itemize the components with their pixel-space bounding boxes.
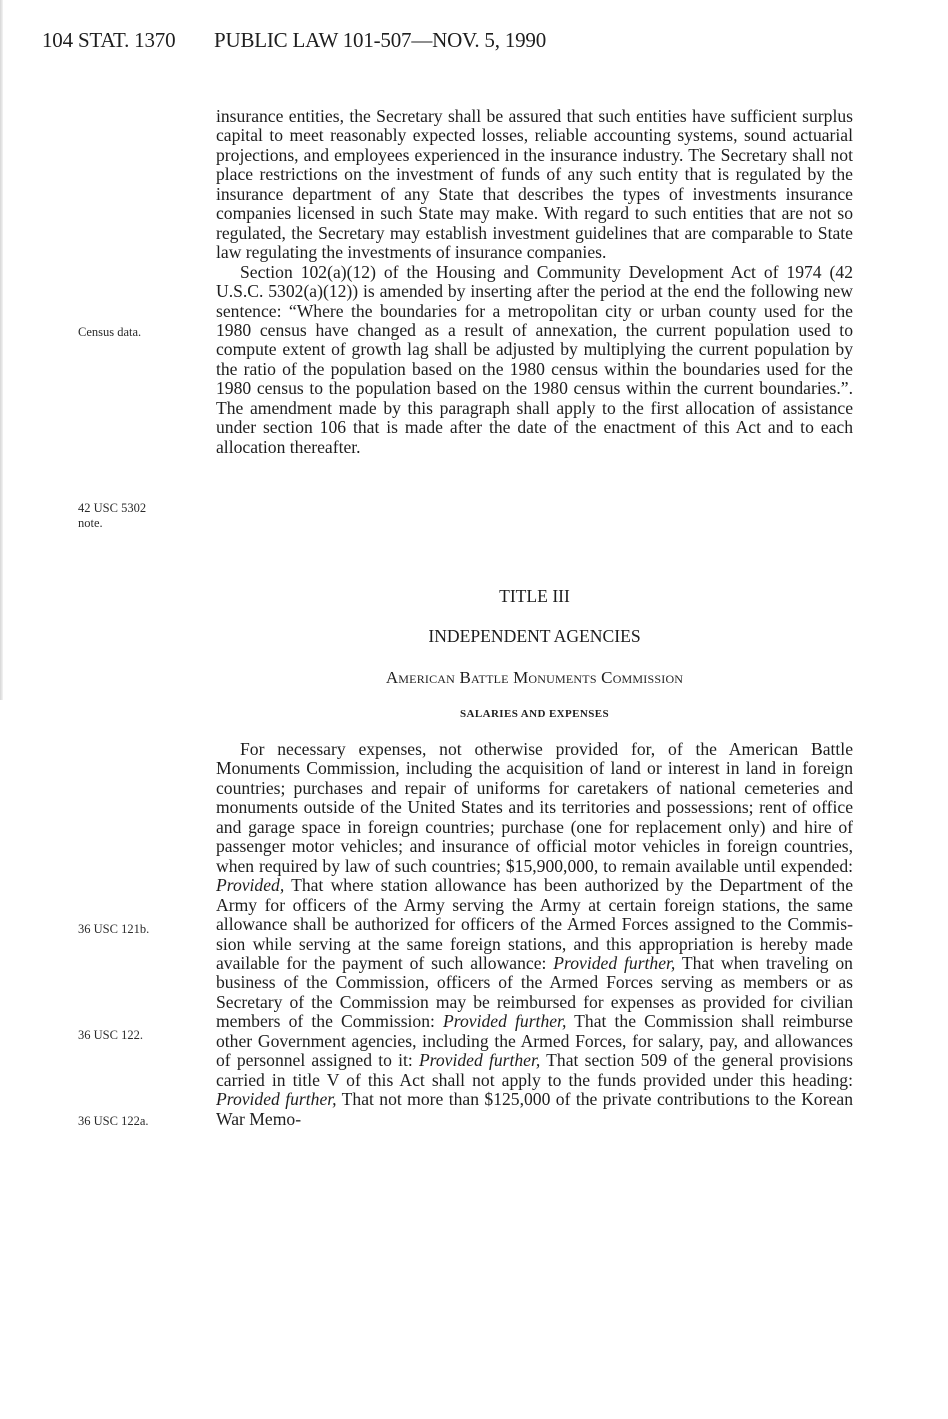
margin-note-36-usc-121b: 36 USC 121b. bbox=[78, 922, 150, 936]
scan-edge-shadow bbox=[0, 0, 3, 700]
text-run: That where station allowance has been authorized by the Department of the Army for officers of the Army serving the Army at certain foreign stations, the same allowance shall be authorized for officers of the Armed Forces assigned to the Commission while serving at the same foreign stations, and this appropriation is hereby made available for the payment of such allowance: bbox=[216, 875, 853, 973]
body-text-commission bbox=[216, 740, 853, 1129]
text-run: For necessary expenses, not otherwise provided for, of the American Battle Monuments Commission, including the acquisition of land or interest in land in foreign countries; purchases and repair of uniforms for caretakers of national cemeteries and monuments outside of the United States and its territories and possessions; rent of office and garage space in foreign countries; purchase (one for replacement only) and hire of passenger motor vehicles; and insurance of official motor vehicles in foreign countries, when required by law of such countries; $15,900,000, to remain available until expended: bbox=[216, 739, 853, 876]
text-run: That section 509 of the general provisions carried in title V of this Act shall not apply to the funds provided under this heading: bbox=[216, 1050, 853, 1090]
italic-proviso: Provided further, bbox=[216, 1089, 337, 1110]
paragraph-census-amendment: Section 102(a)(12) of the Housing and Community Development Act of 1974 (42 U.S.C. 5302(a)(12)) is amended by inserting after the period at the end the following new sentence: “Where the boundaries for a metropolitan city or urban county used for the 1980 census have changed as a result of annexation, the current population used to compute extent of growth lag shall be adjusted by multiplying the current population by the ratio of the population based on the 1980 census within the boundaries used for the 1980 census to the population based on the 1980 census within the current boundaries.”. The amendment made by this paragraph shall apply to the first allocation of assistance under section 106 that is made after the date of the enactment of this Act and to each allocation thereafter. bbox=[216, 261, 853, 457]
italic-proviso: Provided further, bbox=[418, 1050, 541, 1071]
paragraph-commission-expenses bbox=[216, 740, 853, 1129]
commission-heading: American Battle Monuments Commission bbox=[385, 668, 684, 687]
statute-page-number: 104 STAT. 1370 bbox=[42, 28, 176, 52]
margin-note-36-usc-122: 36 USC 122. bbox=[78, 1028, 143, 1042]
law-title: PUBLIC LAW 101-507—NOV. 5, 1990 bbox=[214, 28, 547, 52]
margin-note-line: note. bbox=[78, 516, 103, 530]
agencies-heading: INDEPENDENT AGENCIES bbox=[428, 626, 641, 646]
text-run: That the Commission shall reimburse other Government agencies, including the Armed Forces, for salary, pay, and allowances of personnel assigned to it: bbox=[216, 1011, 853, 1071]
margin-note-36-usc-122a: 36 USC 122a. bbox=[78, 1114, 149, 1128]
margin-note-census: Census data. bbox=[78, 325, 142, 339]
margin-note-42-usc-5302 bbox=[78, 501, 146, 531]
page-header bbox=[42, 28, 908, 58]
body-text-top bbox=[216, 107, 853, 457]
margin-note-line: 42 USC 5302 bbox=[78, 501, 147, 515]
italic-proviso: Provided further, bbox=[443, 1011, 567, 1032]
italic-proviso: Provided further, bbox=[553, 952, 676, 973]
salaries-heading: SALARIES AND EXPENSES bbox=[460, 708, 609, 720]
text-run: That not more than $125,000 of the private contributions to the Korean War Memo- bbox=[216, 1089, 853, 1129]
text-run: That when traveling on business of the Commission, officers of the Armed Forces serving as members or as Secretary of the Commission may be reimbursed for expenses as provided for civilian members of the Commission: bbox=[216, 952, 853, 1032]
italic-proviso: Provided, bbox=[216, 875, 285, 896]
title-heading: TITLE III bbox=[499, 586, 570, 606]
paragraph-insurance-entities: insurance entities, the Secretary shall be assured that such entities have sufficient surplus capital to meet reasonably expected losses, reliable accounting systems, sound actuarial projections, and employees experienced in the insurance industry. The Secretary shall not place restrictions on the investment of funds of any such entity that is regulated by the insurance department of any State that describes the types of investments insurance companies licensed in such State may make. With regard to such entities that are not so regulated, the Secretary may establish investment guidelines that are comparable to State law regulating the investments of insurance companies. bbox=[216, 106, 853, 263]
